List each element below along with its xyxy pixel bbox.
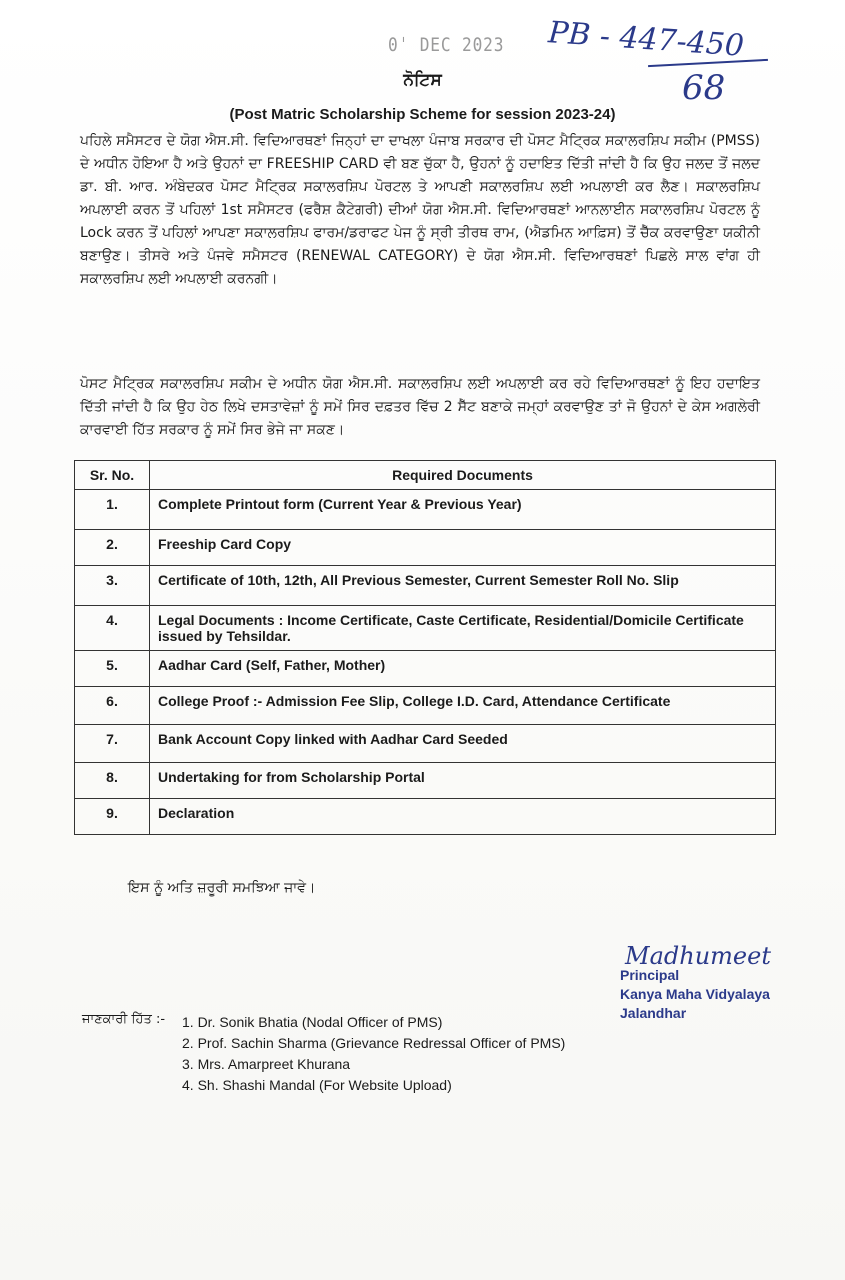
row-sr-no: 2. <box>75 530 150 566</box>
row-sr-no: 5. <box>75 651 150 687</box>
table-row <box>75 566 776 606</box>
closing-statement: ਇਸ ਨੂੰ ਅਤਿ ਜ਼ਰੂਰੀ ਸਮਝਿਆ ਜਾਵੇ। <box>128 880 316 896</box>
handwritten-number: 68 <box>682 68 726 108</box>
signatory-title: Principal <box>620 967 680 983</box>
row-sr-no: 1. <box>75 490 150 530</box>
table-header-row <box>75 461 776 490</box>
notice-title: ਨੋਟਿਸ <box>403 70 442 90</box>
row-document: Legal Documents : Income Certificate, Caste Certificate, Residential/Domicile Certificate issued by Tehsildar. <box>150 606 776 651</box>
signature-block <box>620 966 770 1023</box>
row-document: College Proof :- Admission Fee Slip, College I.D. Card, Attendance Certificate <box>150 687 776 725</box>
row-sr-no: 8. <box>75 763 150 799</box>
list-item: 4. Sh. Shashi Mandal (For Website Upload) <box>182 1077 452 1093</box>
row-document: Declaration <box>150 799 776 835</box>
table-row <box>75 530 776 566</box>
list-item: 1. Dr. Sonik Bhatia (Nodal Officer of PMS) <box>182 1014 443 1030</box>
handwritten-reference: PB - 447-450 <box>547 15 746 64</box>
table-row <box>75 606 776 651</box>
required-documents-table <box>74 460 776 835</box>
row-document: Aadhar Card (Self, Father, Mother) <box>150 651 776 687</box>
table-row <box>75 651 776 687</box>
row-sr-no: 9. <box>75 799 150 835</box>
notice-paragraph-2: ਪੋਸਟ ਮੈਟ੍ਰਿਕ ਸਕਾਲਰਸ਼ਿਪ ਸਕੀਮ ਦੇ ਅਧੀਨ ਯੋਗ ਐਸ.ਸੀ. ਸਕਾਲਰਸ਼ਿਪ ਲਈ ਅਪਲਾਈ ਕਰ ਰਹੇ ਵਿਦਿਆਰਥਣਾਂ ਨੂੰ ਇਹ ਹਦਾਇਤ ਦਿੱਤੀ ਜਾਂਦੀ ਹੈ ਕਿ ਉਹ ਹੇਠ ਲਿਖੇ ਦਸਤਾਵੇਜ਼ਾਂ ਨੂੰ ਸਮੇਂ ਸਿਰ ਦਫ਼ਤਰ ਵਿੱਚ 2 ਸੈੱਟ ਬਣਾਕੇ ਜਮ੍ਹਾਂ ਕਰਵਾਉਣ ਤਾਂ ਜੋ ਉਹਨਾਂ ਦੇ ਕੇਸ ਅਗਲੇਰੀ ਕਾਰਵਾਈ ਹਿੱਤ ਸਰਕਾਰ ਨੂੰ ਸਮੇਂ ਸਿਰ ਭੇਜੇ ਜਾ ਸਕਣ। <box>80 376 760 438</box>
received-date-stamp: 0ˈ DEC 2023 <box>388 34 505 56</box>
row-sr-no: 3. <box>75 566 150 606</box>
column-header-sr-no: Sr. No. <box>75 461 150 490</box>
notice-subtitle: (Post Matric Scholarship Scheme for session 2023-24) <box>229 106 616 123</box>
notice-paragraph-1: ਪਹਿਲੇ ਸਮੈਸਟਰ ਦੇ ਯੋਗ ਐਸ.ਸੀ. ਵਿਦਿਆਰਥਣਾਂ ਜਿਨ੍ਹਾਂ ਦਾ ਦਾਖਲਾ ਪੰਜਾਬ ਸਰਕਾਰ ਦੀ ਪੋਸਟ ਮੈਟ੍ਰਿਕ ਸਕਾਲਰਸ਼ਿਪ ਸਕੀਮ (PMSS) ਦੇ ਅਧੀਨ ਹੋਇਆ ਹੈ ਅਤੇ ਉਹਨਾਂ ਦਾ FREESHIP CARD ਵੀ ਬਣ ਚੁੱਕਾ ਹੈ, ਉਹਨਾਂ ਨੂੰ ਹਦਾਇਤ ਦਿੱਤੀ ਜਾਂਦੀ ਹੈ ਕਿ ਉਹ ਜਲਦ ਤੋਂ ਜਲਦ ਡਾ. ਬੀ. ਆਰ. ਅੰਬੇਦਕਰ ਪੋਸਟ ਮੈਟ੍ਰਿਕ ਸਕਾਲਰਸ਼ਿਪ ਪੋਰਟਲ ਤੇ ਆਪਣੀ ਸਕਾਲਰਸ਼ਿਪ ਲਈ ਅਪਲਾਈ ਕਰ ਲੈਣ। ਸਕਾਲਰਸ਼ਿਪ ਅਪਲਾਈ ਕਰਨ ਤੋਂ ਪਹਿਲਾਂ 1st ਸਮੈਸਟਰ (ਫਰੈਸ਼ ਕੈਟੇਗਰੀ) ਦੀਆਂ ਯੋਗ ਐਸ.ਸੀ. ਵਿਦਿਆਰਥਣਾਂ ਆਨਲਾਈਨ ਸਕਾਲਰਸ਼ਿਪ ਪੋਰਟਲ ਨੂੰ Lock ਕਰਨ ਤੋਂ ਪਹਿਲਾਂ ਆਪਣਾ ਸਕਾਲਰਸ਼ਿਪ ਫਾਰਮ/ਡਰਾਫਟ ਪੇਜ ਨੂੰ ਸ੍ਰੀ ਤੀਰਥ ਰਾਮ, (ਐਡਮਿਨ ਆਫ਼ਿਸ) ਤੋਂ ਚੈੱਕ ਕਰਵਾਉਣਾ ਯਕੀਨੀ ਬਣਾਉਣ। ਤੀਸਰੇ ਅਤੇ ਪੰਜਵੇ ਸਮੈਸਟਰ (RENEWAL CATEGORY) ਦੇ ਯੋਗ ਐਸ.ਸੀ. ਵਿਦਿਆਰਥਣਾਂ ਪਿਛਲੇ ਸਾਲ ਵਾਂਗ ਹੀ ਸਕਾਲਰਸ਼ਿਪ ਲਈ ਅਪਲਾਈ ਕਰਨਗੀ। <box>80 133 760 287</box>
row-document: Complete Printout form (Current Year & Previous Year) <box>150 490 776 530</box>
row-document: Certificate of 10th, 12th, All Previous Semester, Current Semester Roll No. Slip <box>150 566 776 606</box>
row-sr-no: 7. <box>75 725 150 763</box>
row-sr-no: 6. <box>75 687 150 725</box>
row-sr-no: 4. <box>75 606 150 651</box>
signatory-city: Jalandhar <box>620 1005 687 1021</box>
table-row <box>75 763 776 799</box>
information-label: ਜਾਣਕਾਰੀ ਹਿੱਤ :- <box>82 1012 166 1027</box>
table-row <box>75 799 776 835</box>
row-document: Bank Account Copy linked with Aadhar Card Seeded <box>150 725 776 763</box>
table-row <box>75 725 776 763</box>
table-row <box>75 687 776 725</box>
signature-scrawl: Madhumeet <box>625 942 771 970</box>
row-document: Freeship Card Copy <box>150 530 776 566</box>
list-item: 3. Mrs. Amarpreet Khurana <box>182 1056 351 1072</box>
row-document: Undertaking for from Scholarship Portal <box>150 763 776 799</box>
recipients-list <box>182 1012 565 1096</box>
column-header-required-documents: Required Documents <box>150 461 776 490</box>
table-row <box>75 490 776 530</box>
list-item: 2. Prof. Sachin Sharma (Grievance Redressal Officer of PMS) <box>182 1035 566 1051</box>
signatory-institution: Kanya Maha Vidyalaya <box>620 986 770 1002</box>
